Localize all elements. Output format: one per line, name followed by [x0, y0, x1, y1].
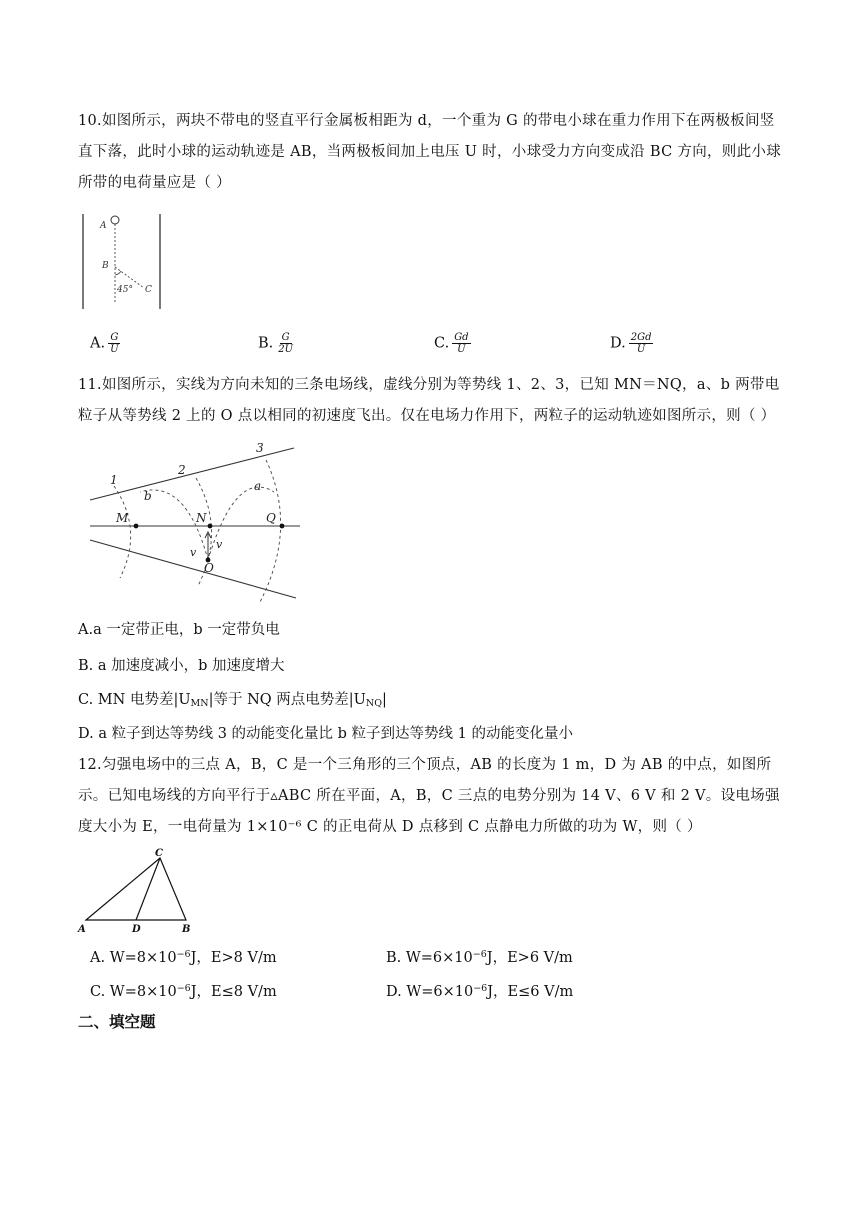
q10-figure: [78, 212, 168, 312]
q12-label-b: B: [182, 924, 191, 935]
q11-point-n: [208, 524, 213, 529]
q12-triangle-abc: [86, 858, 186, 920]
q11-label-2: 2: [178, 463, 186, 477]
section-heading: 二、填空题: [78, 1013, 156, 1031]
q12-label-a: A: [78, 924, 86, 935]
q11-label-o: O: [204, 561, 214, 575]
q11-label-v-left: v: [190, 546, 197, 559]
q11-label-a: a: [254, 479, 262, 493]
q10-option-d: D. $\frac{2Gd}{U}$: [610, 332, 652, 355]
q12-label-c: C: [155, 848, 163, 859]
q11-label-3: 3: [256, 441, 264, 455]
q10-label-b: B: [102, 261, 109, 271]
q10-ball: [111, 216, 119, 224]
q10-angle-arc: [115, 271, 121, 275]
q11-option-a: A.a 一定带正电，b 一定带负电: [78, 622, 280, 638]
q11-label-q: Q: [266, 511, 276, 525]
q12-figure: [78, 848, 198, 934]
q11-option-d: D. a 粒子到达等势线 3 的动能变化量比 b 粒子到达等势线 1 的动能变化量小: [78, 726, 573, 742]
q12-label-d: D: [132, 924, 141, 935]
q11-equipotential-1: [114, 486, 131, 578]
q12-option-c: C. $W=8\times 10^{-6}J$，E≤8 V/m: [90, 983, 277, 1000]
q11-equipotential-3: [260, 460, 281, 602]
q10-label-c: C: [145, 285, 152, 295]
q11-point-q: [280, 524, 285, 529]
q11-label-1: 1: [110, 473, 118, 487]
q11-label-v-right: v: [216, 538, 223, 551]
q10-option-b: B. $\frac{G}{2U}$: [258, 332, 294, 355]
q11-option-c: C. MN 电势差$|U_{MN}|$等于 NQ 两点电势差$|U_{NQ}|$: [78, 692, 387, 709]
q12-stem: 12.匀强电场中的三点 A，B，C 是一个三角形的三个顶点，AB 的长度为 1 m，D 为 AB 的中点，如图所示。已知电场线的方向平行于▵ABC 所在平面，A，B，C 三点的电势分别为 14 V、6 V 和 2 V。设电场强度大小为 E，一电荷量为 1×10⁻⁶ C 的正电荷从 D 点移到 C 点静电力所做的功为 W，则（ ）: [78, 757, 780, 835]
q11-label-n: N: [196, 511, 207, 525]
q11-point-m: [134, 524, 139, 529]
q10-option-c: C. $\frac{Gd}{U}$: [434, 332, 469, 355]
q10-label-a: A: [100, 221, 107, 231]
q11-stem: 11.如图所示，实线为方向未知的三条电场线，虚线分别为等势线 1、2、3，已知 MN＝NQ，a、b 两带电粒子从等势线 2 上的 O 点以相同的初速度飞出。仅在电场力作用下，两粒子的运动轨迹如图所示，则（ ）: [78, 377, 780, 424]
q11-field-line-top: [90, 448, 294, 500]
q10-stem: 10.如图所示，两块不带电的竖直平行金属板相距为 d，一个重为 G 的带电小球在重力作用下在两极板间竖直下落，此时小球的运动轨迹是 AB，当两极板间加上电压 U 时，小球受力方向变成沿 BC 方向，则此小球所带的电荷量应是（ ）: [78, 113, 782, 191]
q12-option-a: A. $W=8\times 10^{-6}J$，E>8 V/m: [90, 949, 277, 966]
q11-label-b: b: [144, 489, 152, 503]
q10-option-a: A. $\frac{G}{U}$: [90, 332, 119, 355]
q11-figure: [86, 438, 306, 606]
q11-label-m: M: [116, 511, 129, 525]
q11-option-b: B. a 加速度减小，b 加速度增大: [78, 658, 285, 674]
q10-angle-label: 45°: [117, 285, 133, 295]
q12-option-d: D. $W=6\times 10^{-6}J$，E≤6 V/m: [386, 983, 574, 1000]
q12-option-b: B. $W=6\times 10^{-6}J$，E>6 V/m: [386, 949, 573, 966]
